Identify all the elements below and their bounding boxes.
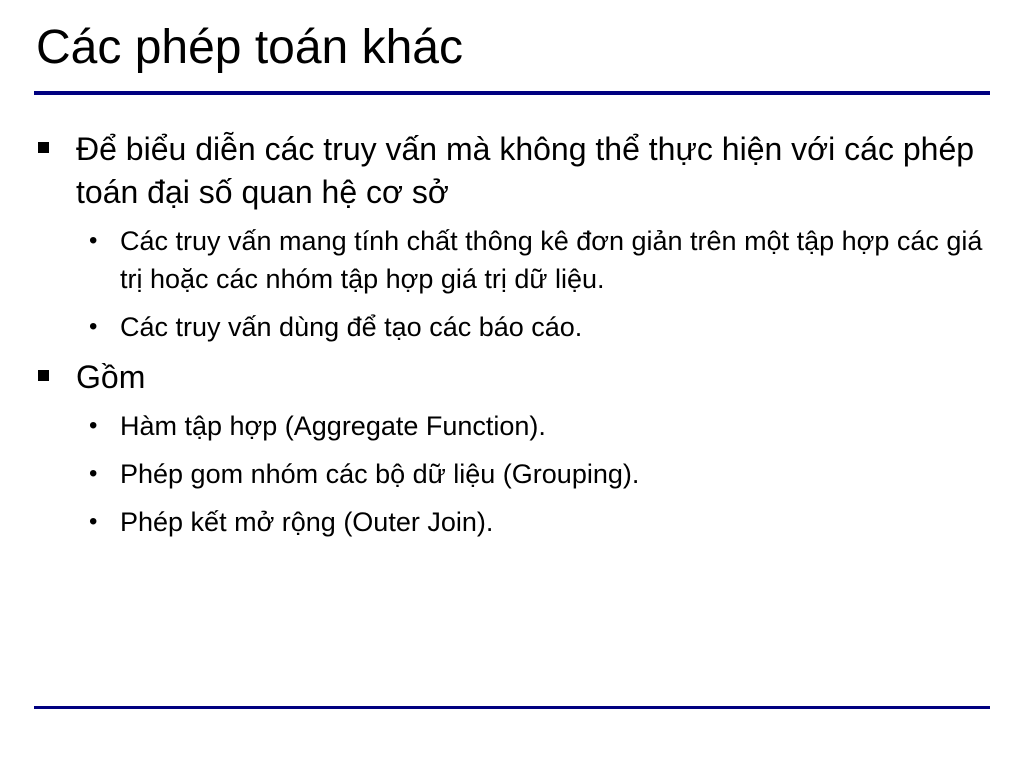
dot-bullet-icon: • xyxy=(89,508,98,535)
footer-divider xyxy=(34,706,990,709)
sub-bullet-text: Các truy vấn dùng để tạo các báo cáo. xyxy=(120,312,583,342)
sub-bullet-outer-join xyxy=(36,503,986,541)
sub-bullet-grouping xyxy=(36,455,986,493)
square-bullet-icon xyxy=(38,142,49,153)
sub-bullet-text: Phép kết mở rộng (Outer Join). xyxy=(120,507,494,537)
sub-bullet-aggregate xyxy=(36,407,986,445)
bullet-text: Để biểu diễn các truy vấn mà không thể thực hiện với các phép toán đại số quan hệ cơ sở xyxy=(76,131,975,210)
dot-bullet-icon: • xyxy=(89,313,98,340)
bullet-purpose xyxy=(36,128,986,214)
dot-bullet-icon: • xyxy=(89,412,98,439)
bullet-text: Gồm xyxy=(76,359,146,395)
sub-bullet-text: Hàm tập hợp (Aggregate Function). xyxy=(120,411,546,441)
square-bullet-icon xyxy=(38,370,49,381)
dot-bullet-icon: • xyxy=(89,227,98,254)
dot-bullet-icon: • xyxy=(89,460,98,487)
title-divider xyxy=(34,91,990,95)
sub-bullet-statistics xyxy=(36,222,986,298)
sub-bullet-text: Các truy vấn mang tính chất thông kê đơn giản trên một tập hợp các giá trị hoặc các nhóm tập hợp giá trị dữ liệu. xyxy=(120,226,983,294)
slide-content xyxy=(36,128,986,551)
sub-bullet-reports xyxy=(36,308,986,346)
slide-title: Các phép toán khác xyxy=(36,21,463,74)
sub-bullet-text: Phép gom nhóm các bộ dữ liệu (Grouping). xyxy=(120,459,640,489)
bullet-includes xyxy=(36,356,986,399)
